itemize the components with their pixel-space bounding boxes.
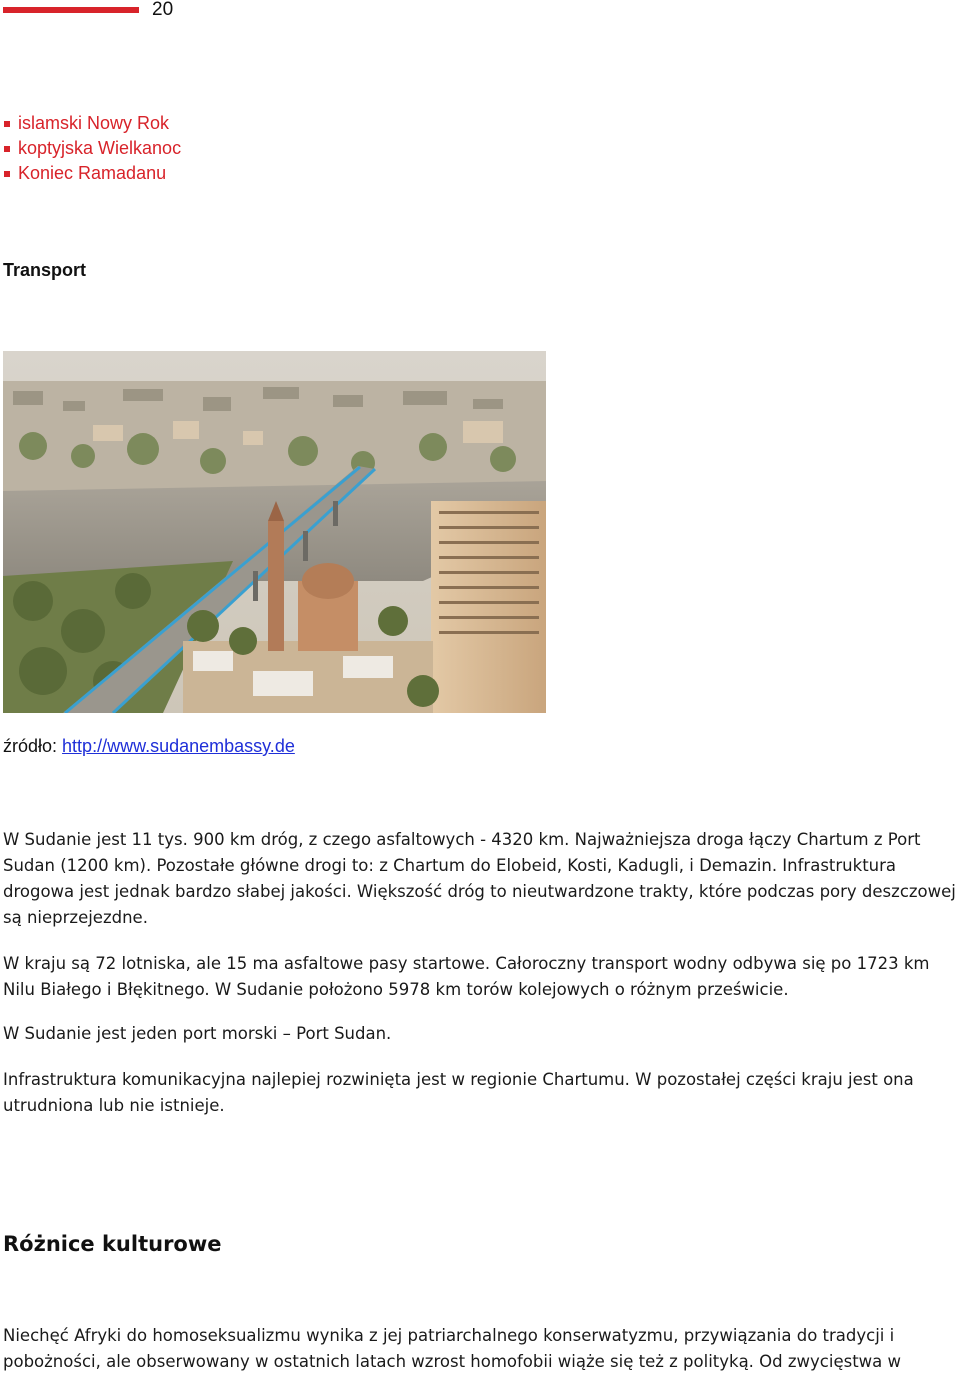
transport-paragraph-port: W Sudanie jest jeden port morski – Port Sudan. bbox=[3, 1024, 392, 1043]
transport-paragraph-airports: W kraju są 72 lotniska, ale 15 ma asfaltowe pasy startowe. Całoroczny transport wodny odbywa się po 1723 km Nilu Białego i Błękitnego. W Sudanie położono 5978 km torów kolejowych o różnym prześwicie. bbox=[3, 954, 930, 999]
page-number: 20 bbox=[152, 0, 174, 20]
list-item bbox=[0, 112, 181, 137]
source-link[interactable]: http://www.sudanembassy.de bbox=[62, 736, 295, 756]
bullet-square-icon bbox=[4, 121, 10, 127]
section-heading-transport: Transport bbox=[3, 260, 87, 280]
transport-paragraph-roads: W Sudanie jest 11 tys. 900 km dróg, z czego asfaltowych - 4320 km. Najważniejsza droga łączy Chartum z Port Sudan (1200 km). Pozostałe główne drogi to: z Chartum do Elobeid, Kosti, Kadugli, i Demazin. Infrastruktura drogowa jest jednak bardzo słabej jakości. Większość dróg to nieutwardzone trakty, które podczas pory deszczowej są nieprzejezdne. bbox=[3, 830, 956, 927]
culture-paragraph: Niechęć Afryki do homoseksualizmu wynika z jej patriarchalnego konserwatyzmu, przywiązania do tradycji i pobożności, ale obserwowany w ostatnich latach wzrost homofobii wiąże się też z polityką. Od zwycięstwa w bbox=[3, 1326, 902, 1371]
bullet-square-icon bbox=[4, 171, 10, 177]
list-item-label: koptyjska Wielkanoc bbox=[18, 138, 182, 158]
list-item-label: islamski Nowy Rok bbox=[18, 113, 170, 133]
list-item bbox=[0, 162, 181, 187]
page-header-bar bbox=[3, 7, 139, 13]
section-heading-culture: Różnice kulturowe bbox=[3, 1232, 222, 1256]
bullet-square-icon bbox=[4, 146, 10, 152]
transport-paragraph-infrastructure: Infrastruktura komunikacyjna najlepiej rozwinięta jest w regionie Chartumu. W pozostałej części kraju jest ona utrudniona lub nie istnieje. bbox=[3, 1070, 914, 1115]
image-source bbox=[3, 735, 295, 757]
list-item bbox=[0, 137, 181, 162]
list-item-label: Koniec Ramadanu bbox=[18, 163, 167, 183]
holiday-list bbox=[0, 112, 181, 187]
source-label: źródło: bbox=[3, 736, 58, 756]
khartoum-bridge-photo bbox=[3, 351, 546, 713]
